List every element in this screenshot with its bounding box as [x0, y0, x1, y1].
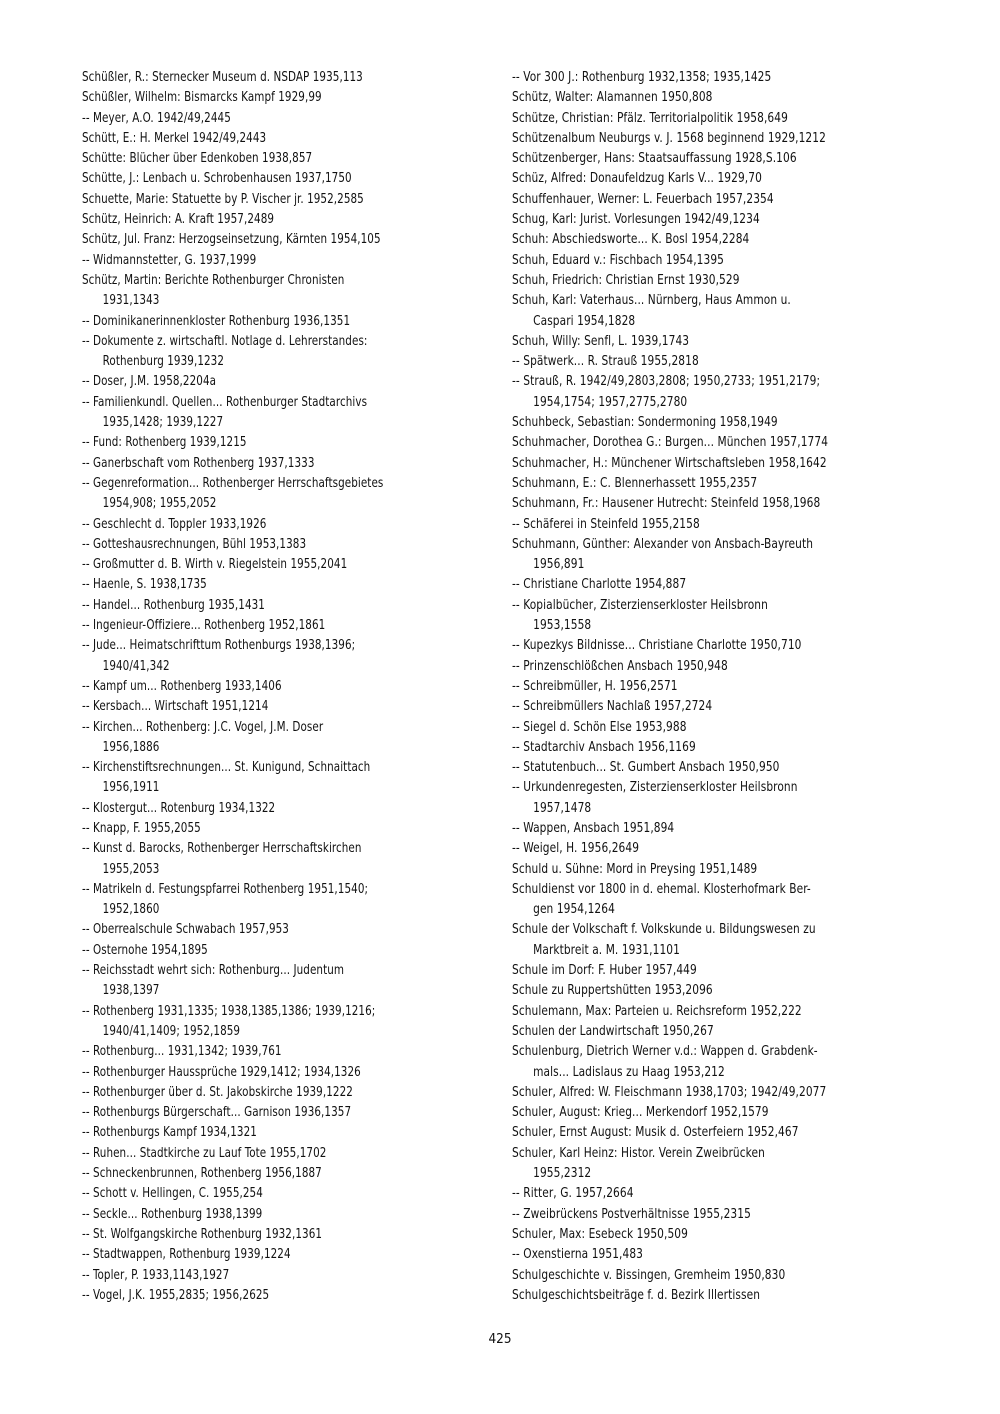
index-entry: -- Kersbach... Wirtschaft 1951,1214 [82, 699, 269, 715]
index-column-right [512, 68, 930, 1306]
index-entry: -- Weigel, H. 1956,2649 [512, 841, 640, 857]
index-entry-continuation: gen 1954,1264 [533, 902, 615, 918]
index-entry-continuation: mals... Ladislaus zu Haag 1953,212 [533, 1064, 725, 1080]
index-entry-continuation: 1956,1911 [102, 780, 160, 796]
index-entry: -- Gegenreformation... Rothenberger Herrschaftsgebietes [82, 475, 384, 491]
index-entry: Schulgeschichtsbeiträge f. d. Bezirk Illertissen [512, 1287, 761, 1303]
index-entry: Schuler, Max: Esebeck 1950,509 [512, 1226, 688, 1242]
index-entry: -- Ruhen... Stadtkirche zu Lauf Tote 1955,1702 [82, 1145, 327, 1161]
index-entry: -- Schreibmüllers Nachlaß 1957,2724 [512, 699, 713, 715]
index-entry: -- Kirchenstiftsrechnungen... St. Kunigund, Schnaittach [82, 760, 371, 776]
index-entry: Schuhbeck, Sebastian: Sondermoning 1958,1949 [512, 415, 778, 431]
index-entry: -- Rothenburger Haussprüche 1929,1412; 1934,1326 [82, 1064, 361, 1080]
index-entry: Schulen der Landwirtschaft 1950,267 [512, 1023, 714, 1039]
index-entry-continuation: 1955,2053 [102, 861, 160, 877]
index-entry: Schützenalbum Neuburgs v. J. 1568 beginnend 1929,1212 [512, 130, 826, 146]
index-entry: -- Wappen, Ansbach 1951,894 [512, 820, 675, 836]
index-entry: -- Fund: Rothenberg 1939,1215 [82, 435, 247, 451]
index-entry: Schuffenhauer, Werner: L. Feuerbach 1957,2354 [512, 191, 774, 207]
index-entry: Schuhmann, Günther: Alexander von Ansbach-Bayreuth [512, 536, 814, 552]
index-entry: -- St. Wolfgangskirche Rothenburg 1932,1361 [82, 1226, 323, 1242]
index-entry: -- Schott v. Hellingen, C. 1955,254 [82, 1186, 263, 1202]
index-entry: -- Reichsstadt wehrt sich: Rothenburg... Judentum [82, 963, 345, 979]
index-entry: -- Doser, J.M. 1958,2204a [82, 374, 217, 390]
index-entry-continuation: Caspari 1954,1828 [533, 313, 636, 329]
index-entry: Schützenberger, Hans: Staatsauffassung 1928,S.106 [512, 151, 797, 167]
index-entry: -- Topler, P. 1933,1143,1927 [82, 1267, 230, 1283]
index-entry: Schuette, Marie: Statuette by P. Vischer jr. 1952,2585 [82, 191, 364, 207]
index-entry: -- Gotteshausrechnungen, Bühl 1953,1383 [82, 536, 307, 552]
index-entry: Schütz, Jul. Franz: Herzogseinsetzung, Kärnten 1954,105 [82, 232, 381, 248]
index-entry: Schulemann, Max: Parteien u. Reichsreform 1952,222 [512, 1003, 802, 1019]
index-entry: -- Stadtarchiv Ansbach 1956,1169 [512, 739, 696, 755]
index-entry: -- Großmutter d. B. Wirth v. Riegelstein 1955,2041 [82, 557, 348, 573]
index-entry: -- Zweibrückens Postverhältnisse 1955,2315 [512, 1206, 751, 1222]
index-entry: -- Dokumente z. wirtschaftl. Notlage d. Lehrerstandes: [82, 333, 368, 349]
index-entry: Schuler, Alfred: W. Fleischmann 1938,1703; 1942/49,2077 [512, 1084, 827, 1100]
index-entry-continuation: 1952,1860 [102, 902, 160, 918]
index-entry: -- Schreibmüller, H. 1956,2571 [512, 678, 678, 694]
index-entry: Schuler, Karl Heinz: Histor. Verein Zweibrücken [512, 1145, 765, 1161]
index-entry: -- Vor 300 J.: Rothenburg 1932,1358; 1935,1425 [512, 70, 772, 85]
index-entry: -- Urkundenregesten, Zisterzienserkloster Heilsbronn [512, 780, 798, 796]
index-entry: Schütz, Heinrich: A. Kraft 1957,2489 [82, 212, 275, 228]
index-entry-continuation: 1956,891 [533, 557, 585, 573]
index-entry-continuation: 1940/41,1409; 1952,1859 [102, 1023, 241, 1039]
index-entry: Schuldienst vor 1800 in d. ehemal. Klosterhofmark Ber- [512, 881, 811, 897]
index-column-left [82, 68, 490, 1306]
index-entry-continuation: 1938,1397 [102, 983, 160, 999]
index-entry-continuation: 1953,1558 [533, 618, 592, 634]
index-entry: Schütz, Walter: Alamannen 1950,808 [512, 90, 713, 106]
index-entry: Schuler, August: Krieg... Merkendorf 1952,1579 [512, 1105, 769, 1121]
index-entry-continuation: 1957,1478 [533, 800, 592, 816]
index-entry: -- Meyer, A.O. 1942/49,2445 [82, 110, 231, 126]
index-entry: Schütte, J.: Lenbach u. Schrobenhausen 1937,1750 [82, 171, 352, 187]
index-entry: -- Klostergut... Rotenburg 1934,1322 [82, 800, 276, 816]
index-entry: -- Kunst d. Barocks, Rothenberger Herrschaftskirchen [82, 841, 362, 857]
index-entry: -- Schäferei in Steinfeld 1955,2158 [512, 516, 700, 532]
index-entry: Schuhmacher, H.: Münchener Wirtschaftsleben 1958,1642 [512, 455, 827, 471]
index-entry: Schuh: Abschiedsworte... K. Bosl 1954,2284 [512, 232, 750, 248]
index-entry: -- Schneckenbrunnen, Rothenberg 1956,1887 [82, 1166, 322, 1182]
index-entry: -- Seckle... Rothenburg 1938,1399 [82, 1206, 263, 1222]
index-entry-continuation: Marktbreit a. M. 1931,1101 [533, 942, 680, 958]
index-entry-continuation: 1940/41,342 [102, 658, 170, 674]
index-entry: Schütz, Martin: Berichte Rothenburger Chronisten [82, 272, 345, 288]
index-entry: Schule zu Ruppertshütten 1953,2096 [512, 983, 713, 999]
index-entry: Schuh, Eduard v.: Fischbach 1954,1395 [512, 252, 724, 268]
index-entry-continuation: 1931,1343 [102, 293, 160, 309]
index-entry: -- Jude... Heimatschrifttum Rothenburgs 1938,1396; [82, 638, 356, 654]
index-entry: -- Prinzenschlößchen Ansbach 1950,948 [512, 658, 728, 674]
index-entry: Schuhmann, E.: C. Blennerhassett 1955,2357 [512, 475, 758, 491]
index-entry: -- Vogel, J.K. 1955,2835; 1956,2625 [82, 1287, 270, 1303]
index-entry: Schüz, Alfred: Donaufeldzug Karls V... 1929,70 [512, 171, 762, 187]
index-entry: Schütt, E.: H. Merkel 1942/49,2443 [82, 130, 267, 146]
index-entry: -- Ingenieur-Offiziere... Rothenberg 1952,1861 [82, 618, 326, 634]
index-entry: -- Spätwerk... R. Strauß 1955,2818 [512, 354, 699, 370]
index-entry: -- Knapp, F. 1955,2055 [82, 820, 201, 836]
index-entry: -- Kirchen... Rothenberg: J.C. Vogel, J.M. Doser [82, 719, 324, 735]
index-entry: Schuh, Friedrich: Christian Ernst 1930,529 [512, 272, 740, 288]
index-entry-continuation: 1954,1754; 1957,2775,2780 [533, 394, 688, 410]
index-entry: -- Widmannstetter, G. 1937,1999 [82, 252, 257, 268]
index-entry: -- Haenle, S. 1938,1735 [82, 577, 207, 593]
index-entry: -- Rothenberg 1931,1335; 1938,1385,1386; 1939,1216; [82, 1003, 376, 1019]
index-entry-continuation: 1955,2312 [533, 1166, 592, 1182]
index-entry-continuation: 1935,1428; 1939,1227 [102, 415, 224, 431]
index-entry: -- Handel... Rothenburg 1935,1431 [82, 597, 265, 613]
index-entry: Schüßler, R.: Sternecker Museum d. NSDAP 1935,113 [82, 70, 363, 85]
index-entry: -- Kopialbücher, Zisterzienserkloster Heilsbronn [512, 597, 768, 613]
index-entry: -- Rothenburgs Bürgerschaft... Garnison 1936,1357 [82, 1105, 352, 1121]
index-entry: -- Osternohe 1954,1895 [82, 942, 208, 958]
index-entry: -- Dominikanerinnenkloster Rothenburg 1936,1351 [82, 313, 351, 329]
index-entry: -- Oxenstierna 1951,483 [512, 1247, 643, 1263]
index-entry: Schuler, Ernst August: Musik d. Osterfeiern 1952,467 [512, 1125, 799, 1141]
index-entry: Schütze, Christian: Pfälz. Territorialpolitik 1958,649 [512, 110, 788, 126]
index-entry: -- Matrikeln d. Festungspfarrei Rothenberg 1951,1540; [82, 881, 369, 897]
index-entry: -- Geschlecht d. Toppler 1933,1926 [82, 516, 267, 532]
index-entry: Schuld u. Sühne: Mord in Preysing 1951,1489 [512, 861, 758, 877]
index-entry: -- Familienkundl. Quellen... Rothenburger Stadtarchivs [82, 394, 368, 410]
index-entry: Schüßler, Wilhelm: Bismarcks Kampf 1929,99 [82, 90, 322, 106]
index-entry: Schuh, Karl: Vaterhaus... Nürnberg, Haus Ammon u. [512, 293, 791, 309]
index-entry: -- Strauß, R. 1942/49,2803,2808; 1950,2733; 1951,2179; [512, 374, 821, 390]
index-entry: -- Stadtwappen, Rothenburg 1939,1224 [82, 1247, 291, 1263]
index-entry: Schulenburg, Dietrich Werner v.d.: Wappen d. Grabdenk- [512, 1044, 818, 1060]
index-entry-continuation: 1954,908; 1955,2052 [102, 496, 217, 512]
index-entry: -- Rothenburg... 1931,1342; 1939,761 [82, 1044, 282, 1060]
index-entry: -- Statutenbuch... St. Gumbert Ansbach 1950,950 [512, 760, 780, 776]
page-number: 425 [488, 1332, 512, 1347]
index-entry-continuation: 1956,1886 [102, 739, 160, 755]
index-entry: Schulgeschichte v. Bissingen, Gremheim 1950,830 [512, 1267, 786, 1283]
index-entry: Schuhmann, Fr.: Hausener Hutrecht: Steinfeld 1958,1968 [512, 496, 821, 512]
index-entry: Schuh, Willy: Senfl, L. 1939,1743 [512, 333, 690, 349]
index-entry: -- Ganerbschaft vom Rothenberg 1937,1333 [82, 455, 315, 471]
index-entry: Schug, Karl: Jurist. Vorlesungen 1942/49,1234 [512, 212, 760, 228]
index-entry: Schütte: Blücher über Edenkoben 1938,857 [82, 151, 313, 167]
index-entry: -- Rothenburger über d. St. Jakobskirche 1939,1222 [82, 1084, 353, 1100]
index-entry: -- Christiane Charlotte 1954,887 [512, 577, 687, 593]
index-entry: -- Oberrealschule Schwabach 1957,953 [82, 922, 289, 938]
index-entry: Schule der Volkschaft f. Volkskunde u. Bildungswesen zu [512, 922, 816, 938]
index-entry-continuation: Rothenburg 1939,1232 [102, 354, 225, 370]
index-entry: -- Ritter, G. 1957,2664 [512, 1186, 634, 1202]
index-entry: -- Rothenburgs Kampf 1934,1321 [82, 1125, 257, 1141]
index-entry: -- Siegel d. Schön Else 1953,988 [512, 719, 687, 735]
index-entry: -- Kupezkys Bildnisse... Christiane Charlotte 1950,710 [512, 638, 802, 654]
index-entry: -- Kampf um... Rothenberg 1933,1406 [82, 678, 282, 694]
index-entry: Schule im Dorf: F. Huber 1957,449 [512, 963, 697, 979]
index-entry: Schuhmacher, Dorothea G.: Burgen... München 1957,1774 [512, 435, 829, 451]
